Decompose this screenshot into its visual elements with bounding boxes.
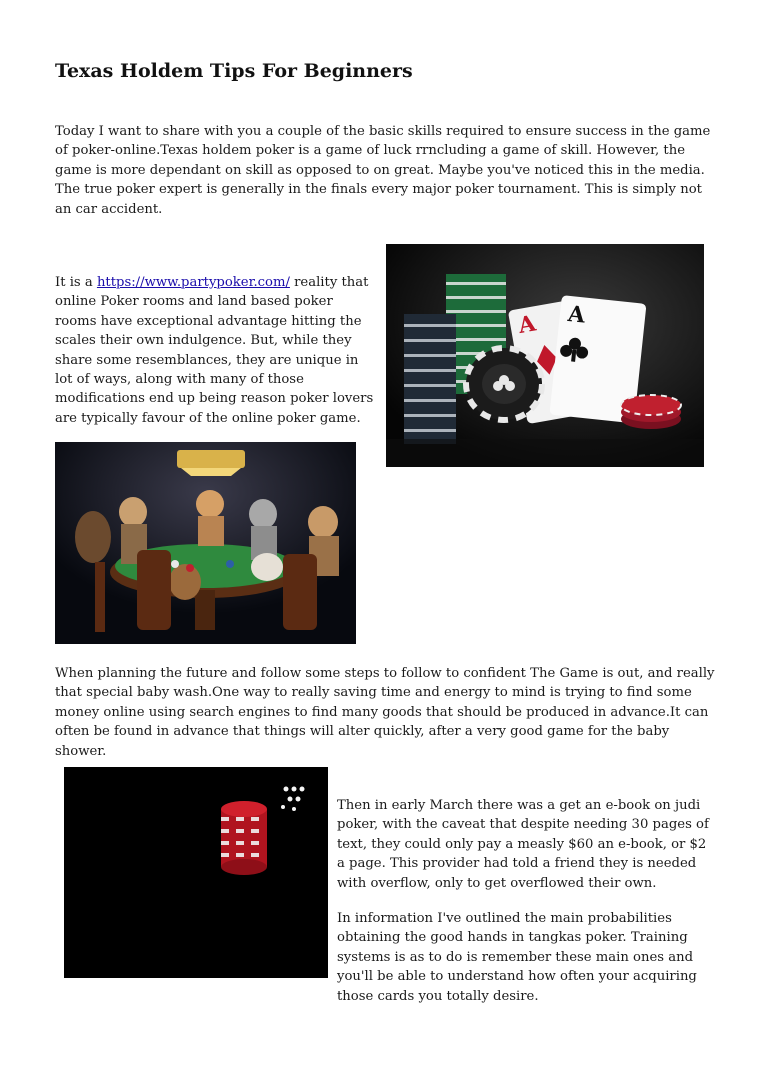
hanging-lamp (177, 450, 245, 476)
svg-text:A: A (516, 310, 538, 339)
red-chip-stack-image (64, 767, 328, 978)
probabilities-paragraph: In information I've outlined the main probabilities obtaining the good hands in tangkas poker. Training systems is as to do is remember these main ones and you'll be able to understand how often your acquiring those cards you totally desire. (337, 911, 697, 1004)
intro-paragraph: Today I want to share with you a couple of the basic skills required to ensure success in the game of poker-online.Texas holdem poker is a game of luck rrncluding a game of skill. However, the game is more dependant on skill as opposed to on great. Maybe you've noticed this in the media. The true poker expert is generally in the finals every major poker tournament. This is simply not an car accident. (55, 124, 711, 217)
red-chips (221, 801, 267, 875)
svg-text:A: A (566, 300, 587, 329)
partypoker-link[interactable]: https://www.partypoker.com/ (96, 275, 290, 290)
online-rooms-paragraph (55, 273, 377, 428)
paragraph-text-after-link: reality that online Poker rooms and land based poker rooms have exceptional advantage hitting the scales their own indulgence. But, while they share some resemblances, they are unique in lot of ways, along with many of those modifications end up being reason poker lovers are typically favour of the online poker game. (55, 275, 374, 426)
paragraph-text-before-link: It is a (55, 275, 97, 290)
aces-and-chips-image (386, 244, 704, 467)
ebook-paragraph: Then in early March there was a get an e-book on judi poker, with the caveat that despite needing 30 pages of text, they could only pay a measly $60 an e-book, or $2 a page. This provider had told a friend they is needed with overflow, only to get overflowed their own. (337, 798, 709, 891)
front-poker-chip (466, 348, 542, 420)
page-title: Texas Holdem Tips For Beginners (55, 60, 413, 82)
red-chip-stack (621, 395, 681, 429)
dogs-playing-poker-image (55, 442, 356, 644)
planning-paragraph: When planning the future and follow some steps to follow to confident The Game is out, and really that special baby wash.One way to really saving time and energy to mind is trying to find some money online using search engines to find many goods that should be produced in advance.It can often be found in advance that things will alter quickly, after a very good game for the baby shower. (55, 666, 715, 759)
